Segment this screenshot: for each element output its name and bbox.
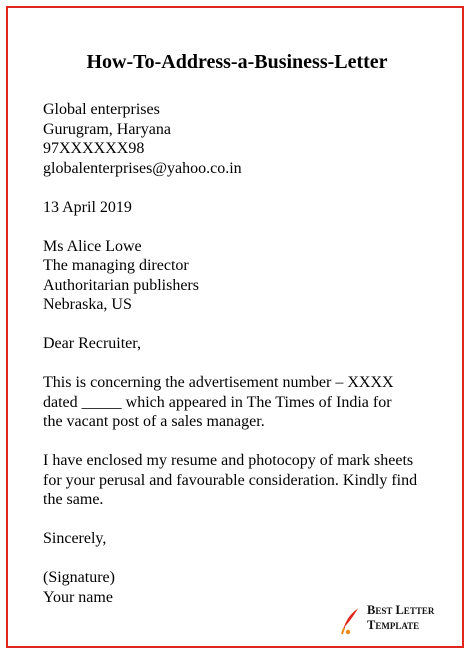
sender-email: globalenterprises@yahoo.co.in bbox=[43, 159, 242, 177]
letter-body bbox=[43, 100, 443, 607]
sender-company: Global enterprises bbox=[43, 101, 160, 118]
quill-pen-icon bbox=[340, 606, 362, 636]
recipient-location: Nebraska, US bbox=[43, 296, 132, 313]
recipient-company: Authoritarian publishers bbox=[43, 276, 199, 294]
signature: (Signature) bbox=[43, 569, 115, 586]
paragraph-line: I have enclosed my resume and photocopy of mark sheets bbox=[43, 452, 414, 469]
paragraph-line: This is concerning the advertisement number – XXXX bbox=[43, 374, 394, 391]
sender-phone: 97XXXXXX98 bbox=[43, 140, 145, 157]
recipient-title: The managing director bbox=[43, 257, 189, 274]
paragraph-line: dated _____ which appeared in The Times of India for bbox=[43, 393, 392, 411]
letter-date: 13 April 2019 bbox=[43, 198, 132, 216]
closing: Sincerely, bbox=[43, 530, 107, 547]
best-letter-template-logo bbox=[340, 603, 440, 639]
sender-name: Your name bbox=[43, 588, 113, 606]
sender-city: Gurugram, Haryana bbox=[43, 120, 171, 138]
page-title: How-To-Address-a-Business-Letter bbox=[86, 51, 388, 73]
logo-wordmark bbox=[367, 603, 434, 633]
recipient-name: Ms Alice Lowe bbox=[43, 237, 142, 255]
paragraph-line: the same. bbox=[43, 491, 104, 508]
paragraph-1 bbox=[43, 373, 443, 432]
logo-line-2: Template bbox=[367, 618, 420, 632]
paragraph-2 bbox=[43, 451, 443, 510]
sender-address-block bbox=[43, 100, 443, 178]
logo-line-1: Best Letter bbox=[367, 603, 435, 617]
recipient-address-block bbox=[43, 237, 443, 315]
paragraph-line: the vacant post of a sales manager. bbox=[43, 413, 265, 430]
salutation: Dear Recruiter, bbox=[43, 335, 141, 352]
paragraph-line: for your perusal and favourable consideration. Kindly find bbox=[43, 471, 418, 489]
